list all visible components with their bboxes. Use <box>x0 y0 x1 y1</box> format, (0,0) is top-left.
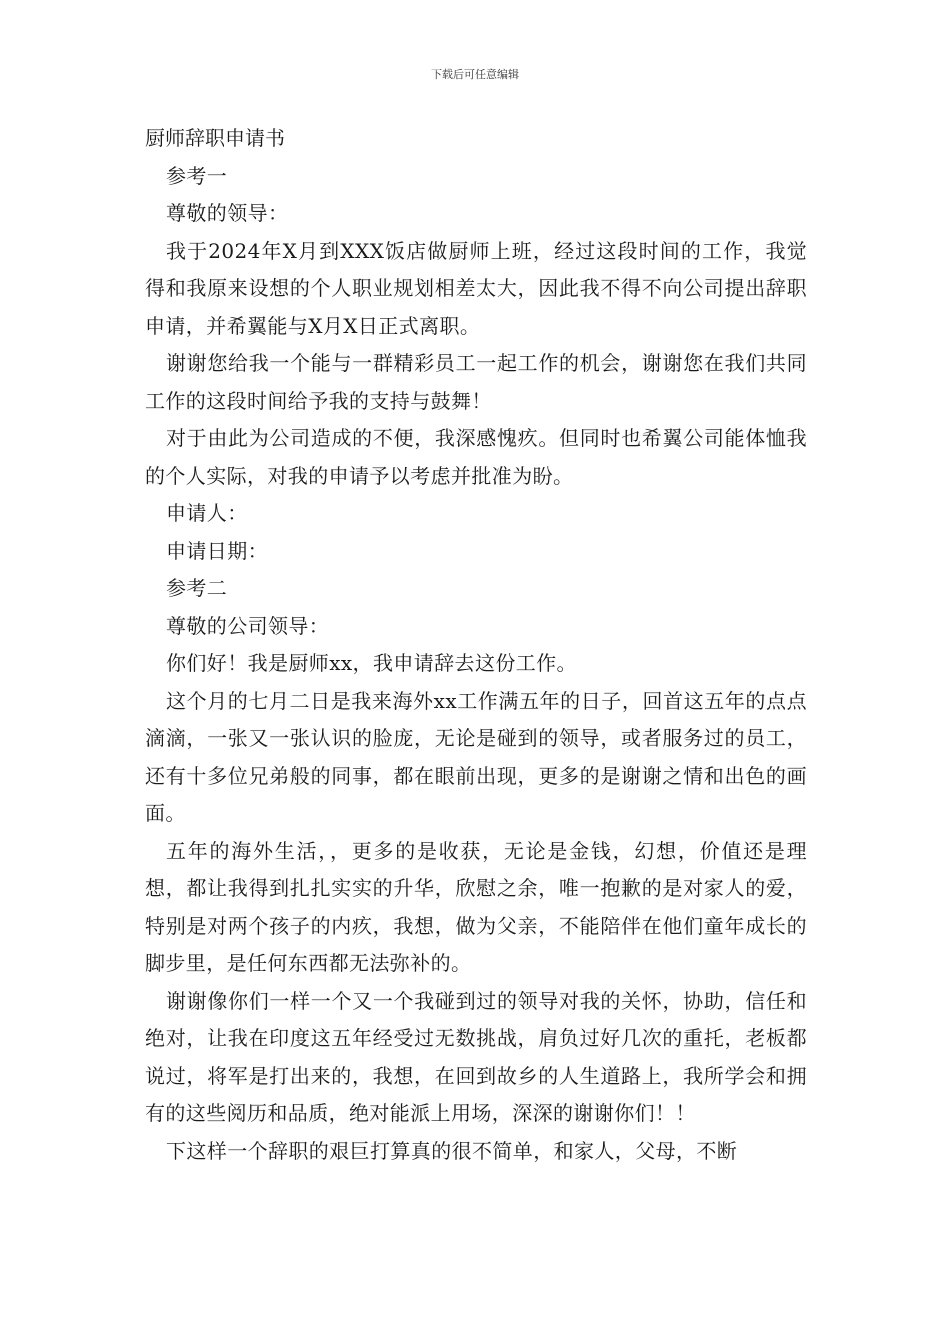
paragraph-body: 下这样一个辞职的艰巨打算真的很不简单，和家人，父母，不断 <box>166 1138 738 1163</box>
paragraph-salutation: 尊敬的公司领导： <box>166 613 330 638</box>
paragraph-body: 这个月的七月二日是我来海外xx工作满五年的日子，回首这五年的点点滴滴，一张又一张认识的脸庞，无论是碰到的领导，或者服务过的员工，还有十多位兄弟般的同事，都在眼前出现，更多的是谢谢之情和出色的画面。 <box>145 688 807 825</box>
paragraph-ref-one: 参考一 <box>166 163 228 188</box>
paragraph-body: 谢谢您给我一个能与一群精彩员工一起工作的机会，谢谢您在我们共同工作的这段时间给予我的支持与鼓舞！ <box>145 351 807 413</box>
paragraph-ref-two: 参考二 <box>166 576 228 600</box>
paragraph-body: 你们好！我是厨师xx，我申请辞去这份工作。 <box>166 651 577 675</box>
paragraph-body: 我于2024年X月到XXX饭店做厨师上班，经过这段时间的工作，我觉得和我原来设想的个人职业规划相差太大，因此我不得不向公司提出辞职申请，并希翼能与X月X日正式离职。 <box>145 238 807 338</box>
paragraph-date: 申请日期： <box>166 538 268 563</box>
paragraph-body: 对于由此为公司造成的不便，我深感愧疚。但同时也希翼公司能体恤我的个人实际，对我的申请予以考虑并批准为盼。 <box>145 426 807 488</box>
paragraph-body: 谢谢像你们一样一个又一个我碰到过的领导对我的关怀，协助，信任和绝对，让我在印度这五年经受过无数挑战，肩负过好几次的重托，老板都说过，将军是打出来的，我想，在回到故乡的人生道路上，我所学会和拥有的这些阅历和品质，绝对能派上用场，深深的谢谢你们！！ <box>145 988 807 1125</box>
paragraph-salutation: 尊敬的领导： <box>166 201 289 225</box>
document-body <box>145 120 807 1170</box>
document-title: 厨师辞职申请书 <box>145 126 285 150</box>
header-note: 下载后可任意编辑 <box>431 68 519 81</box>
paragraph-body: 五年的海外生活，，更多的是收获，无论是金钱，幻想，价值还是理想，都让我得到扎扎实实的升华，欣慰之余，唯一抱歉的是对家人的爱，特别是对两个孩子的内疚，我想，做为父亲，不能陪伴在他们童年成长的脚步里，是任何东西都无法弥补的。 <box>145 838 807 975</box>
paragraph-applicant: 申请人： <box>166 501 248 525</box>
